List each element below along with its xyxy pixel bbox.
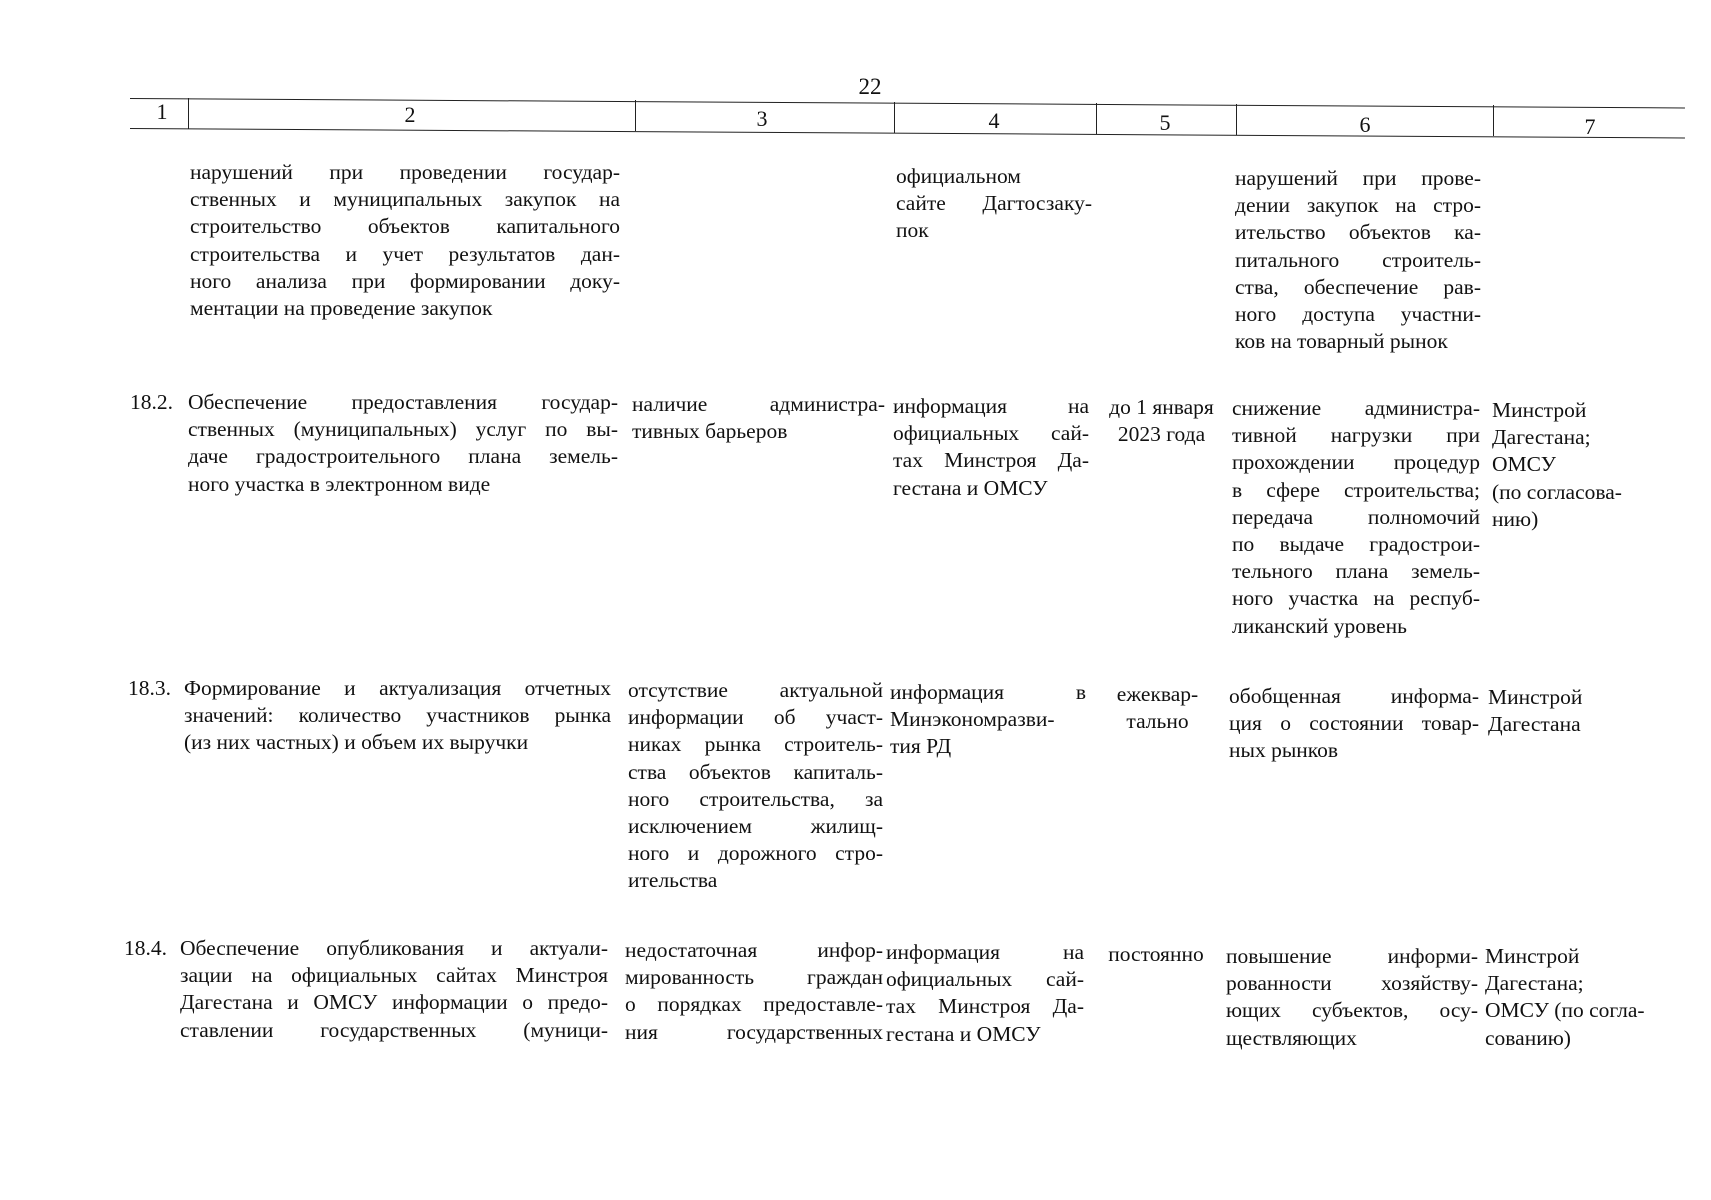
- continuation-col4: официальном сайте Дагтосзаку- пок: [896, 164, 1092, 243]
- row-18-2-col2: Обеспечение предоставления государ- ственных (муниципальных) услуг по вы- даче градостроительного плана земель- ного участка в электронном виде: [188, 390, 618, 496]
- row-18-3-col2: Формирование и актуализация отчетных значений: количество участников рынка (из них частных) и объем их выручки: [184, 676, 611, 755]
- row-18-3-col4: информация в Минэкономразви- тия РД: [890, 680, 1086, 759]
- column-number-4: 4: [988, 108, 1000, 133]
- row-18-2-col6: снижение администра- тивной нагрузки при прохождении процедур в сфере строительства; передача полномочий по выдаче градострои- тельного плана земель- ного участка на респуб- ликанский уровень: [1232, 396, 1480, 638]
- row-18-3-col5: ежеквар- тально: [1116, 682, 1199, 734]
- column-number-5: 5: [1159, 110, 1171, 135]
- header-divider-1: [188, 98, 189, 129]
- continuation-col6: нарушений при прове- дении закупок на стро- ительство объектов ка- питального строитель- ства, обеспечение рав- ного доступа участни- ков на товарный рынок: [1235, 166, 1481, 354]
- row-number-18-2: 18.2.: [130, 390, 173, 414]
- row-18-2-col5: до 1 января 2023 года: [1109, 395, 1214, 447]
- row-18-2-col4: информация на официальных сай- тах Минстроя Да- гестана и ОМСУ: [893, 394, 1089, 500]
- header-bottom-border: [130, 128, 1685, 138]
- row-number-18-4: 18.4.: [124, 936, 167, 960]
- row-18-4-col4: информация на официальных сай- тах Минстроя Да- гестана и ОМСУ: [886, 940, 1084, 1046]
- header-divider-6: [1493, 105, 1494, 136]
- header-top-border: [130, 98, 1685, 108]
- column-number-2: 2: [404, 102, 416, 127]
- row-18-4-col6: повышение информи- рованности хозяйству- ющих субъектов, осу- ществляющих: [1226, 944, 1478, 1050]
- row-number-18-3: 18.3.: [128, 676, 171, 700]
- column-number-7: 7: [1584, 114, 1596, 139]
- row-18-4-col2: Обеспечение опубликования и актуали- зации на официальных сайтах Минстроя Дагестана и ОМСУ информации о предо- ставлении государственных (муници-: [180, 936, 608, 1042]
- row-18-3-col3: отсутствие актуальной информации об участ- никах рынка строитель- ства объектов капиталь- ного строительства, за исключением жилищ- ного и дорожного стро- ительства: [628, 678, 883, 893]
- row-18-4-col3: недостаточная инфор- мированность граждан о порядках предоставле- ния государственных: [625, 938, 883, 1044]
- row-18-2-col7: Минстрой Дагестана; ОМСУ (по согласова- нию): [1492, 398, 1622, 531]
- header-divider-4: [1096, 103, 1097, 134]
- row-18-3-col7: Минстрой Дагестана: [1488, 685, 1583, 737]
- row-18-4-col5: постоянно: [1108, 942, 1204, 966]
- column-number-6: 6: [1359, 112, 1371, 137]
- column-number-1: 1: [156, 99, 168, 124]
- row-18-3-col6: обобщенная информа- ция о состоянии товар- ных рынков: [1229, 684, 1479, 763]
- page-number: 22: [858, 74, 882, 99]
- row-18-2-col3: наличие администра- тивных барьеров: [632, 392, 885, 444]
- row-18-4-col7: Минстрой Дагестана; ОМСУ (по согла- сованию): [1485, 944, 1645, 1050]
- continuation-col2: нарушений при проведении государ- ственных и муниципальных закупок на строительство объектов капитального строительства и учет результатов дан- ного анализа при формировании доку- ментации на проведение закупок: [190, 160, 620, 321]
- column-number-3: 3: [756, 106, 768, 131]
- header-divider-3: [894, 102, 895, 133]
- header-divider-2: [635, 100, 636, 131]
- header-divider-5: [1236, 104, 1237, 135]
